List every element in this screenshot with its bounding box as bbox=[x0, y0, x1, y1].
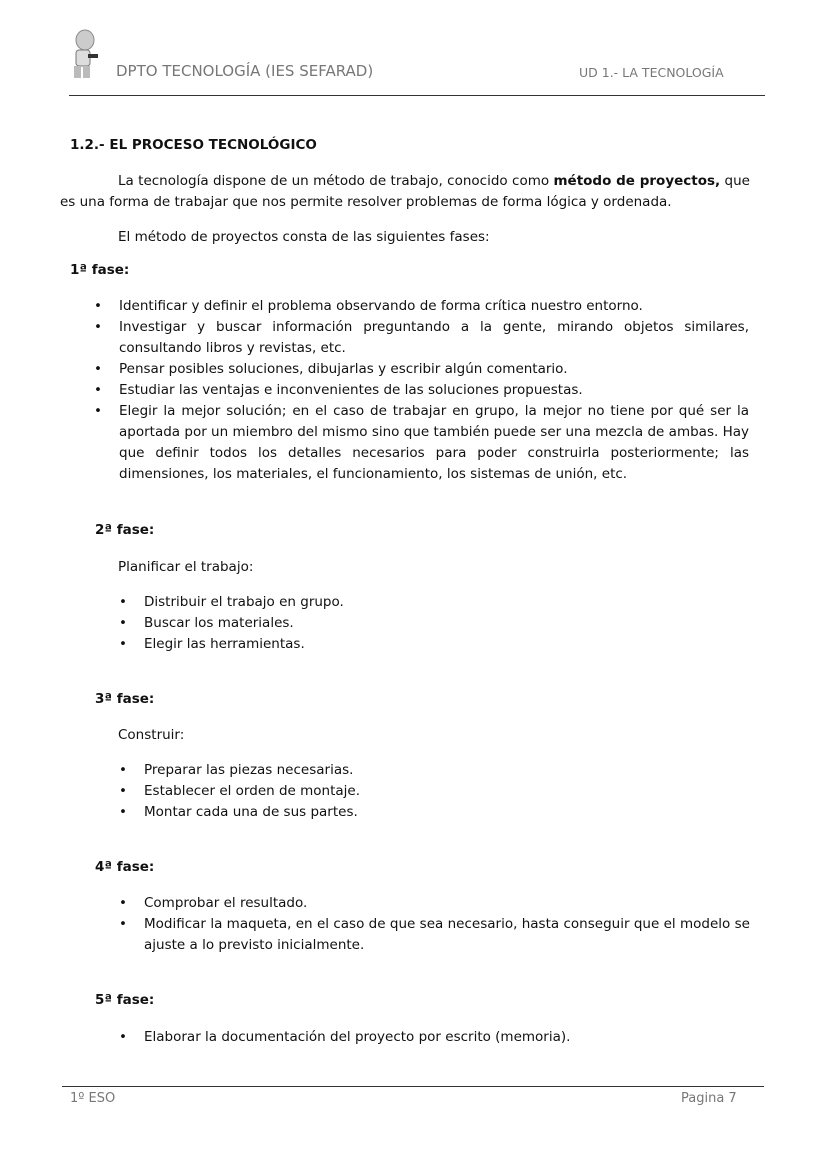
robot-mascot-icon bbox=[68, 28, 102, 80]
phase-2-list bbox=[144, 592, 750, 655]
phase-1-list bbox=[119, 296, 749, 485]
list-item: • Elegir las herramientas. bbox=[144, 634, 750, 655]
phase-3-title: 3ª fase: bbox=[95, 691, 155, 707]
intro-text: La tecnología dispone de un método de trabajo, conocido como bbox=[118, 173, 554, 189]
list-item: • Identificar y definir el problema observando de forma crítica nuestro entorno. bbox=[119, 296, 749, 317]
phase-2-title: 2ª fase: bbox=[95, 522, 155, 538]
list-item: • Investigar y buscar información preguntando a la gente, mirando objetos similares, consultando libros y revistas, etc. bbox=[119, 317, 749, 359]
intro2-paragraph: El método de proyectos consta de las siguientes fases: bbox=[118, 229, 490, 245]
page-number: Pagina 7 bbox=[681, 1091, 737, 1106]
phase-4-list bbox=[144, 893, 750, 956]
list-item: • Comprobar el resultado. bbox=[144, 893, 750, 914]
phase-1-title: 1ª fase: bbox=[70, 262, 130, 278]
list-item: • Modificar la maqueta, en el caso de que sea necesario, hasta conseguir que el modelo se ajuste a lo previsto inicialmente. bbox=[144, 914, 750, 956]
intro-paragraph bbox=[60, 171, 750, 213]
header-department: DPTO TECNOLOGÍA (IES SEFARAD) bbox=[116, 62, 374, 80]
phase-5-list bbox=[144, 1027, 750, 1048]
list-item: • Establecer el orden de montaje. bbox=[144, 781, 750, 802]
list-item: • Distribuir el trabajo en grupo. bbox=[144, 592, 750, 613]
list-item: • Estudiar las ventajas e inconvenientes de las soluciones propuestas. bbox=[119, 380, 749, 401]
list-item: • Buscar los materiales. bbox=[144, 613, 750, 634]
phase-2-lead: Planificar el trabajo: bbox=[118, 559, 254, 575]
footer-divider bbox=[62, 1086, 764, 1087]
footer-course: 1º ESO bbox=[70, 1091, 116, 1106]
intro-bold: método de proyectos, bbox=[553, 173, 721, 189]
list-item: • Elegir la mejor solución; en el caso de trabajar en grupo, la mejor no tiene por qué ser la aportada por un miembro del mismo sino que también puede ser una mezcla de ambas. Hay que definir todos los detalles necesarios para poder construirla posteriormente; las dimensiones, los materiales, el funcionamiento, los sistemas de unión, etc. bbox=[119, 401, 749, 485]
list-item: • Elaborar la documentación del proyecto por escrito (memoria). bbox=[144, 1027, 750, 1048]
phase-3-lead: Construir: bbox=[118, 727, 185, 743]
list-item: • Preparar las piezas necesarias. bbox=[144, 760, 750, 781]
header-unit: UD 1.- LA TECNOLOGÍA bbox=[579, 65, 724, 80]
section-title: 1.2.- EL PROCESO TECNOLÓGICO bbox=[70, 137, 317, 153]
list-item: • Montar cada una de sus partes. bbox=[144, 802, 750, 823]
phase-4-title: 4ª fase: bbox=[95, 859, 155, 875]
intro-text-end: que es una forma de trabajar que nos permite resolver problemas de forma lógica y ordenada. bbox=[60, 173, 750, 210]
header-divider bbox=[69, 95, 765, 96]
list-item: • Pensar posibles soluciones, dibujarlas y escribir algún comentario. bbox=[119, 359, 749, 380]
phase-5-title: 5ª fase: bbox=[95, 992, 155, 1008]
phase-3-list bbox=[144, 760, 750, 823]
